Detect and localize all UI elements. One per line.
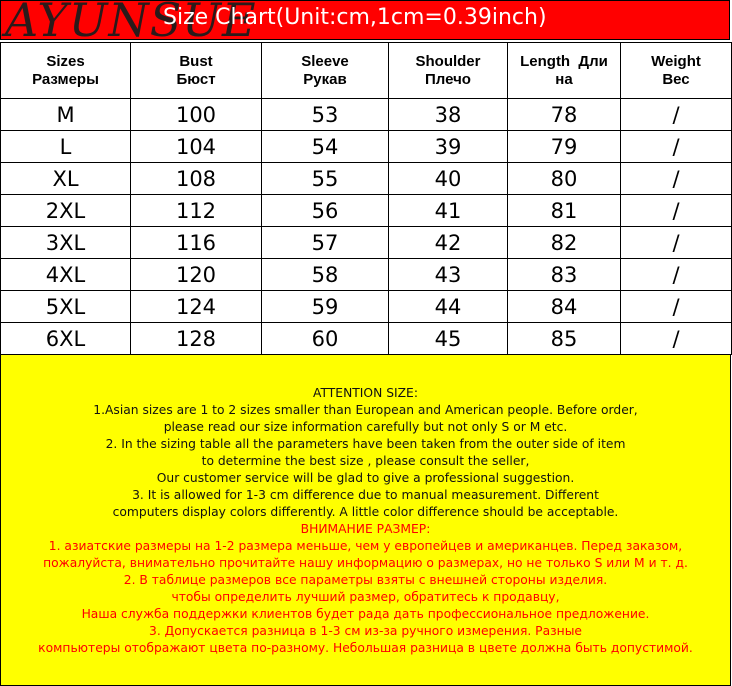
size-table <box>0 42 732 355</box>
cell-bust: 112 <box>131 195 262 227</box>
cell-bust: 116 <box>131 227 262 259</box>
cell-size: XL <box>1 163 131 195</box>
cell-bust: 128 <box>131 323 262 355</box>
cell-length: 83 <box>508 259 621 291</box>
notice-line: Our customer service will be glad to give a professional suggestion. <box>156 471 575 485</box>
header-sizes: Sizes Размеры <box>1 43 131 99</box>
notice-line: чтобы определить лучший размер, обратитесь к продавцу, <box>171 590 560 604</box>
cell-sleeve: 55 <box>262 163 389 195</box>
cell-length: 80 <box>508 163 621 195</box>
table-row <box>1 131 732 163</box>
notice-line: 3. Допускается разница в 1-3 см из-за ручного измерения. Разные <box>149 624 582 638</box>
cell-length: 81 <box>508 195 621 227</box>
cell-shoulder: 45 <box>389 323 508 355</box>
header-banner <box>0 0 730 47</box>
cell-size: 5XL <box>1 291 131 323</box>
header-bust: Bust Бюст <box>131 43 262 99</box>
cell-weight: / <box>621 259 732 291</box>
header-shoulder: Shoulder Плечо <box>389 43 508 99</box>
cell-shoulder: 42 <box>389 227 508 259</box>
cell-sleeve: 58 <box>262 259 389 291</box>
cell-shoulder: 44 <box>389 291 508 323</box>
cell-length: 78 <box>508 99 621 131</box>
notice-line: to determine the best size , please consult the seller, <box>201 454 530 468</box>
notice-heading-en: ATTENTION SIZE: <box>313 386 418 400</box>
table-row <box>1 163 732 195</box>
notice-line: 3. It is allowed for 1-3 cm difference due to manual measurement. Different <box>132 488 599 502</box>
cell-bust: 108 <box>131 163 262 195</box>
table-row <box>1 291 732 323</box>
table-row <box>1 259 732 291</box>
cell-shoulder: 41 <box>389 195 508 227</box>
brand-logo-text: AYUNSUE <box>5 0 257 47</box>
cell-size: 2XL <box>1 195 131 227</box>
cell-bust: 120 <box>131 259 262 291</box>
cell-size: 4XL <box>1 259 131 291</box>
table-row <box>1 195 732 227</box>
table-row <box>1 99 732 131</box>
cell-length: 84 <box>508 291 621 323</box>
cell-sleeve: 56 <box>262 195 389 227</box>
cell-weight: / <box>621 195 732 227</box>
notice-line: компьютеры отображают цвета по-разному. Небольшая разница в цвете должна быть допустимой. <box>38 641 693 655</box>
attention-notice-box <box>0 354 731 686</box>
cell-length: 85 <box>508 323 621 355</box>
cell-weight: / <box>621 131 732 163</box>
chart-title: Size Chart(Unit:cm,1cm=0.39inch) <box>163 5 547 30</box>
cell-size: 3XL <box>1 227 131 259</box>
cell-size: 6XL <box>1 323 131 355</box>
cell-shoulder: 39 <box>389 131 508 163</box>
cell-weight: / <box>621 163 732 195</box>
header-length: Length Дли на <box>508 43 621 99</box>
notice-line: Наша служба поддержки клиентов будет рада дать профессиональное предложение. <box>81 607 650 621</box>
notice-line: 2. В таблице размеров все параметры взяты с внешней стороны изделия. <box>123 573 608 587</box>
cell-length: 82 <box>508 227 621 259</box>
cell-shoulder: 38 <box>389 99 508 131</box>
cell-sleeve: 60 <box>262 323 389 355</box>
notice-line: пожалуйста, внимательно прочитайте нашу информацию о размерах, но не только S или M и т. д. <box>43 556 688 570</box>
russian-notice <box>1 521 730 657</box>
cell-weight: / <box>621 99 732 131</box>
cell-shoulder: 40 <box>389 163 508 195</box>
notice-line: please read our size information carefully but not only S or M etc. <box>163 420 568 434</box>
header-weight: Weight Вес <box>621 43 732 99</box>
notice-line: computers display colors differently. A little color difference should be acceptable. <box>112 505 619 519</box>
cell-sleeve: 57 <box>262 227 389 259</box>
notice-heading-ru: ВНИМАНИЕ РАЗМЕР: <box>300 522 431 536</box>
english-notice <box>1 385 730 521</box>
cell-sleeve: 59 <box>262 291 389 323</box>
header-sleeve: Sleeve Рукав <box>262 43 389 99</box>
table-row <box>1 227 732 259</box>
cell-weight: / <box>621 291 732 323</box>
table-row <box>1 323 732 355</box>
cell-size: M <box>1 99 131 131</box>
cell-size: L <box>1 131 131 163</box>
notice-line: 1.Asian sizes are 1 to 2 sizes smaller than European and American people. Before order, <box>93 403 638 417</box>
notice-line: 2. In the sizing table all the parameters have been taken from the outer side of item <box>105 437 626 451</box>
table-header-row <box>1 43 732 99</box>
cell-length: 79 <box>508 131 621 163</box>
notice-line: 1. азиатские размеры на 1-2 размера меньше, чем у европейцев и американцев. Перед заказом, <box>48 539 683 553</box>
cell-weight: / <box>621 323 732 355</box>
cell-weight: / <box>621 227 732 259</box>
cell-sleeve: 54 <box>262 131 389 163</box>
cell-shoulder: 43 <box>389 259 508 291</box>
cell-bust: 124 <box>131 291 262 323</box>
cell-bust: 100 <box>131 99 262 131</box>
cell-bust: 104 <box>131 131 262 163</box>
cell-sleeve: 53 <box>262 99 389 131</box>
